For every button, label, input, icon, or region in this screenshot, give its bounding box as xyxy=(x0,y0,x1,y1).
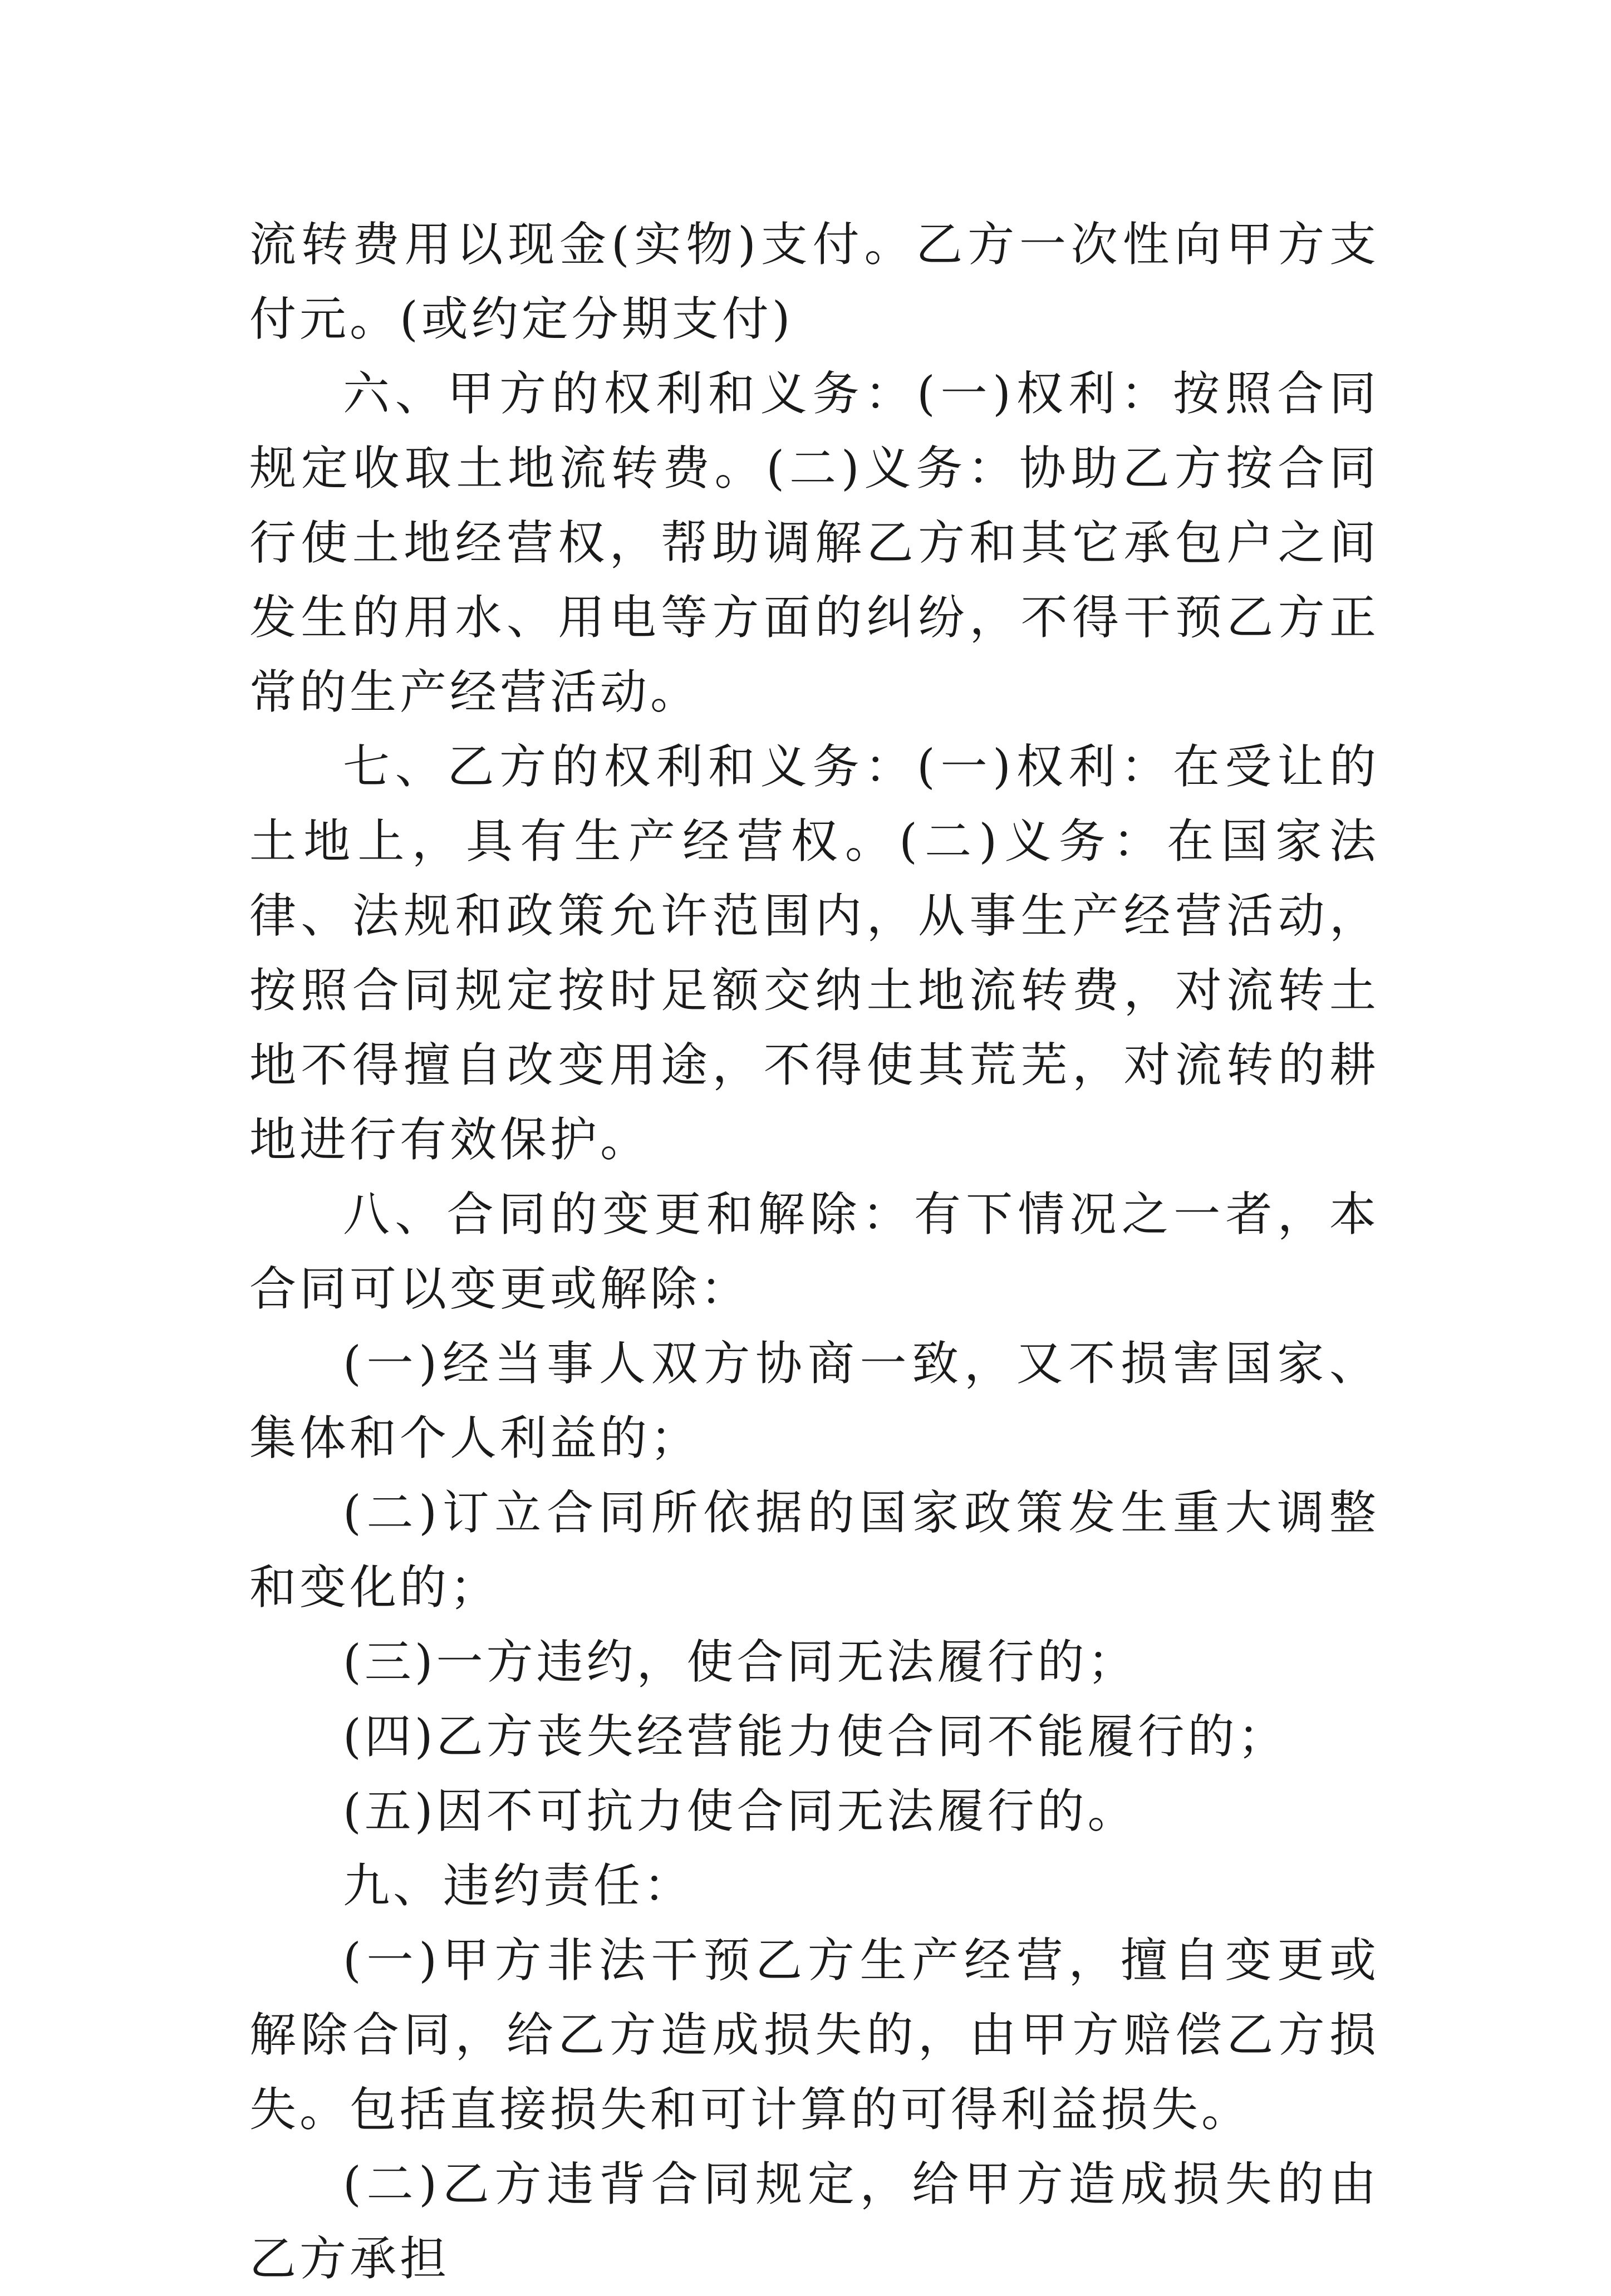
paragraph-change-item-1: (一)经当事人双方协商一致，又不损害国家、集体和个人利益的； xyxy=(249,1336,1379,1465)
paragraph-contract-change: 八、合同的变更和解除：有下情况之一者，本合同可以变更或解除： xyxy=(249,1187,1379,1316)
paragraph-breach-item-2: (二)乙方违背合同规定，给甲方造成损失的由乙方承担 xyxy=(249,2157,1379,2286)
paragraph-change-item-3: (三)一方违约，使合同无法履行的； xyxy=(343,1635,1138,1689)
paragraph-party-b-rights: 七、乙方的权利和义务：(一)权利：在受让的土地上，具有生产经营权。(二)义务：在国家法律、法规和政策允许范围内，从事生产经营活动，按照合同规定按时足额交纳土地流转费，对流转土地不得擅自改变用途，不得使其荒芜，对流转的耕地进行有效保护。 xyxy=(249,739,1379,1167)
paragraph-breach-item-1: (一)甲方非法干预乙方生产经营，擅自变更或解除合同，给乙方造成损失的，由甲方赔偿乙方损失。包括直接损失和可计算的可得利益损失。 xyxy=(249,1933,1379,2137)
paragraph-breach-heading: 九、违约责任： xyxy=(343,1858,694,1913)
paragraph-payment-method: 流转费用以现金(实物)支付。乙方一次性向甲方支付元。(或约定分期支付) xyxy=(249,217,1379,346)
paragraph-change-item-5: (五)因不可抗力使合同无法履行的。 xyxy=(343,1784,1138,1838)
paragraph-party-a-rights: 六、甲方的权利和义务：(一)权利：按照合同规定收取土地流转费。(二)义务：协助乙方按合同行使土地经营权，帮助调解乙方和其它承包户之间发生的用水、用电等方面的纠纷，不得干预乙方正常的生产经营活动。 xyxy=(249,366,1379,719)
paragraph-change-item-4: (四)乙方丧失经营能力使合同不能履行的； xyxy=(343,1709,1288,1764)
document-body xyxy=(249,207,1379,2296)
paragraph-change-item-2: (二)订立合同所依据的国家政策发生重大调整和变化的； xyxy=(249,1485,1379,1615)
